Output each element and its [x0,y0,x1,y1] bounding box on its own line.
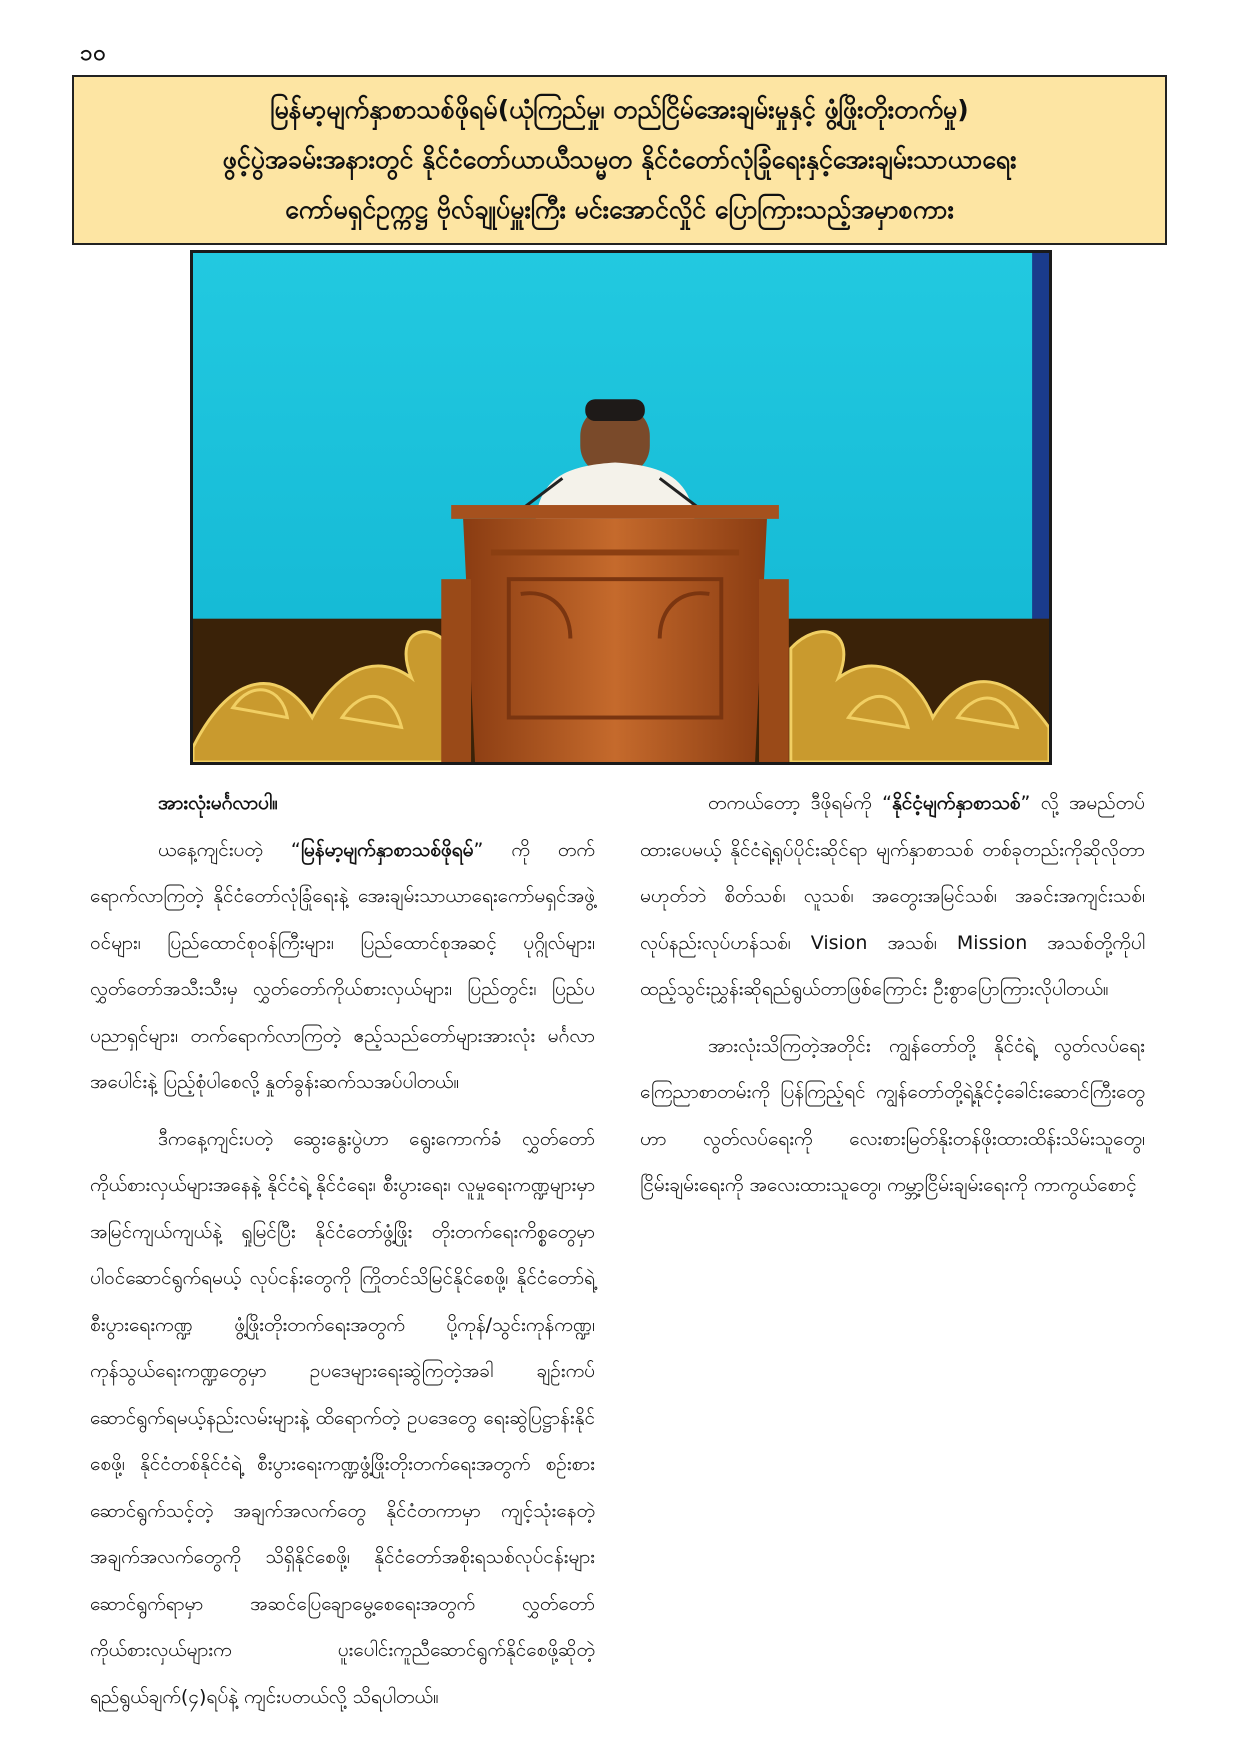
new-face-term: နိုင်ငံ့မျက်နှာစာသစ် [891,792,1021,814]
text-column-left [90,780,595,1730]
speaker-photo-illustration [193,253,1049,762]
text-column-right [640,780,1145,1219]
paragraph-3-lead: တကယ်တော့ ဒီဖိုရမ်ကို “ [708,792,892,814]
paragraph-1-lead: ယနေ့ကျင်းပတဲ့ “ [158,838,301,861]
title-line-1: မြန်မာ့မျက်နှာစာသစ်ဖိုရမ်(ယုံကြည်မှု၊ တည်ငြိမ်အေးချမ်းမှုနှင့် ဖွံ့ဖြိုးတိုးတက်မှု) [270,95,969,124]
title-line-3: ကော်မရှင်ဥက္ကဋ္ဌ ဗိုလ်ချုပ်မှူးကြီး မင်းအောင်လှိုင် ပြောကြားသည့်အမှာစကား [285,195,954,224]
paragraph-1 [90,827,595,1106]
page-number: ၁၀ [80,41,107,66]
forum-name: မြန်မာ့မျက်နှာစာသစ်ဖိုရမ် [300,838,474,861]
title-box [72,75,1167,245]
paragraph-2: ဒီကနေ့ကျင်းပတဲ့ ဆွေးနွေးပွဲဟာ ရွေးကောက်ခံ လွှတ်တော် ကိုယ်စားလှယ်များအနေနဲ့ နိုင်ငံရဲ့ နိုင်ငံရေး၊ စီးပွားရေး၊ လူမှုရေးကဏ္ဍများမှာ အမြင်ကျယ်ကျယ်နဲ့ ရှုမြင်ပြီး နိုင်ငံတော်ဖွံ့ဖြိုး တိုးတက်ရေးကိစ္စတွေမှာ ပါဝင်ဆောင်ရွက်ရမယ့် လုပ်ငန်းတွေကို ကြိုတင်သိမြင်နိုင်စေဖို့၊ နိုင်ငံတော်ရဲ့ စီးပွားရေးကဏ္ဍ ဖွံ့ဖြိုးတိုးတက်ရေးအတွက် ပို့ကုန်/သွင်းကုန်ကဏ္ဍ၊ ကုန်သွယ်ရေးကဏ္ဍတွေမှာ ဥပဒေများရေးဆွဲကြတဲ့အခါ ချဉ်းကပ်ဆောင်ရွက်ရမယ့်နည်းလမ်းများနဲ့ ထိရောက်တဲ့ ဥပဒေတွေ ရေးဆွဲပြဋ္ဌာန်းနိုင်စေဖို့၊ နိုင်ငံတစ်နိုင်ငံရဲ့ စီးပွားရေးကဏ္ဍဖွံ့ဖြိုးတိုးတက်ရေးအတွက် စဉ်းစားဆောင်ရွက်သင့်တဲ့ အချက်အလက်တွေ နိုင်ငံတကာမှာ ကျင့်သုံးနေတဲ့အချက်အလက်တွေကို သိရှိနိုင်စေဖို့၊ နိုင်ငံတော်အစိုးရသစ်လုပ်ငန်းများဆောင်ရွက်ရာမှာ အဆင်ပြေချောမွေ့စေရေးအတွက် လွှတ်တော်ကိုယ်စားလှယ်များက ပူးပေါင်းကူညီဆောင်ရွက်နိုင်စေဖို့ဆိုတဲ့ ရည်ရွယ်ချက်(၄)ရပ်နဲ့ ကျင်းပတယ်လို့ သိရပါတယ်။ [90,1127,595,1708]
title-line-2: ဖွင့်ပွဲအခမ်းအနားတွင် နိုင်ငံတော်ယာယီသမ္မတ နိုင်ငံတော်လုံခြုံရေးနှင့်အေးချမ်းသာယာရေး [222,145,1017,174]
paragraph-1-rest: ” ကို တက်ရောက်လာကြတဲ့ နိုင်ငံတော်လုံခြုံရေးနဲ့ အေးချမ်းသာယာရေးကော်မရှင်အဖွဲ့ဝင်များ၊ ပြည်ထောင်စုဝန်ကြီးများ၊ ပြည်ထောင်စုအဆင့် ပုဂ္ဂိုလ်များ၊ လွှတ်တော်အသီးသီးမှ လွှတ်တော်ကိုယ်စားလှယ်များ၊ ပြည်တွင်း၊ ပြည်ပ ပညာရှင်များ၊ တက်ရောက်လာကြတဲ့ ဧည့်သည်တော်များအားလုံး မင်္ဂလာအပေါင်းနဲ့ ပြည့်စုံပါစေလို့ နှုတ်ခွန်းဆက်သအပ်ပါတယ်။ [90,838,596,1093]
speaker-photo [190,250,1052,765]
greeting: အားလုံးမင်္ဂလာပါ။ [158,792,278,814]
paragraph-3 [640,780,1145,1013]
paragraph-4: အားလုံးသိကြတဲ့အတိုင်း ကျွန်တော်တို့ နိုင်ငံရဲ့ လွတ်လပ်ရေးကြေညာစာတမ်းကို ပြန်ကြည့်ရင် ကျွန်တော်တို့ရဲ့နိုင်ငံ့ခေါင်းဆောင်ကြီးတွေဟာ လွတ်လပ်ရေးကို လေးစားမြတ်နိုးတန်ဖိုးထားထိန်းသိမ်းသူတွေ၊ ငြိမ်းချမ်းရေးကို အလေးထားသူတွေ၊ ကမ္ဘာ့ငြိမ်းချမ်းရေးကို ကာကွယ်စောင့် [640,1034,1145,1196]
podium [441,505,789,762]
paragraph-3-rest: ” လို့ အမည်တပ်ထားပေမယ့် နိုင်ငံရဲ့ရုပ်ပိုင်းဆိုင်ရာ မျက်နှာစာသစ် တစ်ခုတည်းကိုဆိုလိုတာမဟုတ်ဘဲ စိတ်သစ်၊ လူသစ်၊ အတွေးအမြင်သစ်၊ အခင်းအကျင်းသစ်၊ လုပ်နည်းလုပ်ဟန်သစ်၊ Vision အသစ်၊ Mission အသစ်တို့ကိုပါ ထည့်သွင်းညွှန်းဆိုရည်ရွယ်တာဖြစ်ကြောင်း ဦးစွာပြောကြားလိုပါတယ်။ [640,792,1145,1000]
